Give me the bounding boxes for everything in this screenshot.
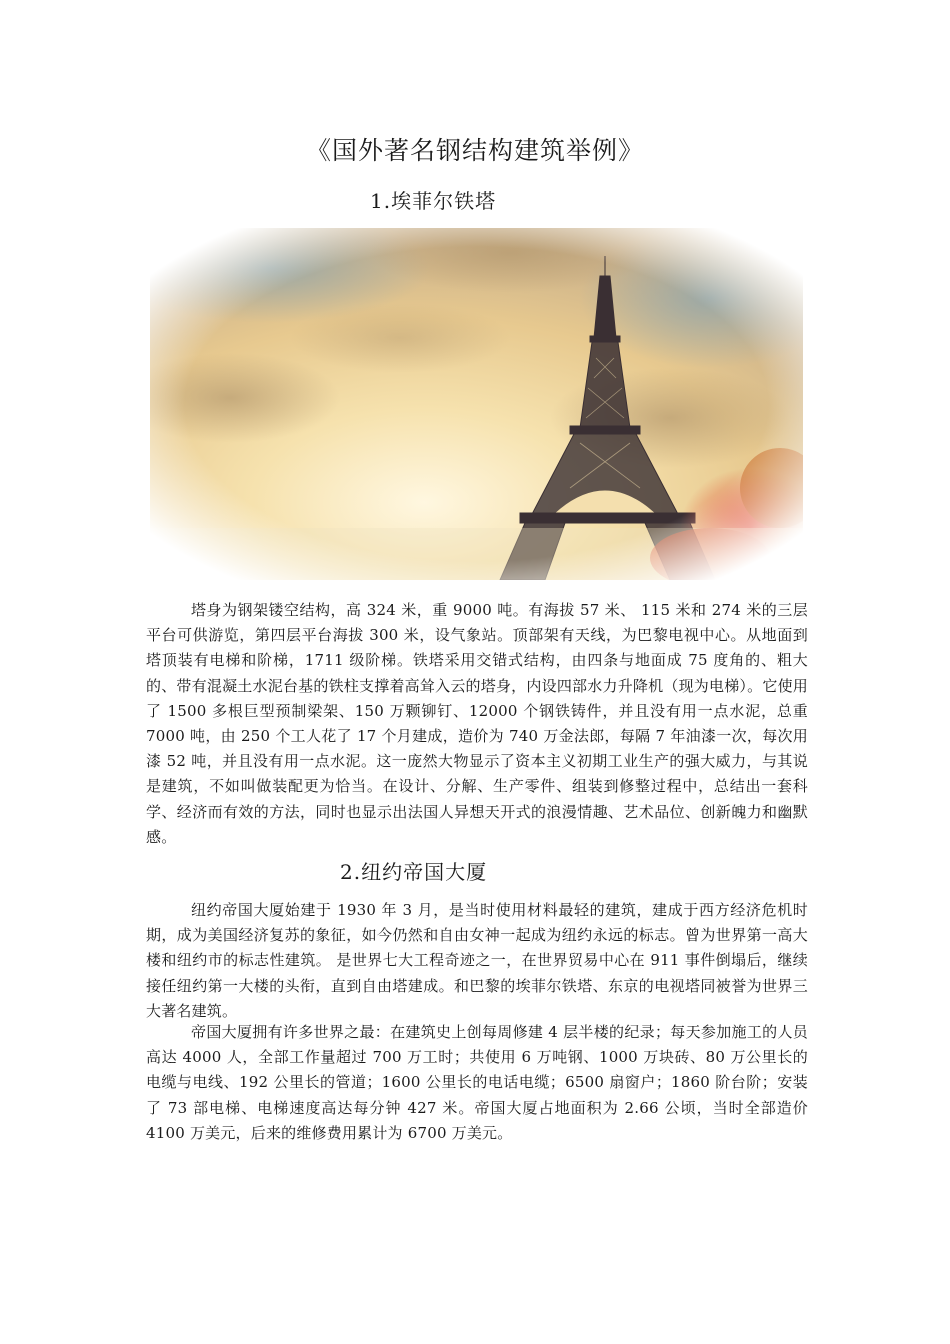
empire-state-paragraph-2: 帝国大厦拥有许多世界之最：在建筑史上创每周修建 4 层半楼的纪录；每天参加施工的人员高达 4000 人，全部工作量超过 700 万工时；共使用 6 万吨钢、1000 万块砖、80 万公里长的电缆与电线、192 公里长的管道；1600 公里长的电话电缆；6500 扇窗户；1860 阶台阶；安装了 73 部电梯、电梯速度高达每分钟 427 米。帝国大厦占地面积为 2.66 公顷，当时全部造价 4100 万美元，后来的维修费用累计为 6700 万美元。 (146, 1023, 808, 1142)
empire-state-paragraph-1: 纽约帝国大厦始建于 1930 年 3 月，是当时使用材料最轻的建筑，建成于西方经济危机时期，成为美国经济复苏的象征，如今仍然和自由女神一起成为纽约永远的标志。曾为世界第一高大楼和纽约市的标志性建筑。 是世界七大工程奇迹之一，在世界贸易中心在 911 事件倒塌后，继续接任纽约第一大楼的头衔，直到自由塔建成。和巴黎的埃菲尔铁塔、东京的电视塔同被誉为世界三大著名建筑。 (146, 901, 808, 1020)
document-title: 《国外著名钢结构建筑举例》 (305, 136, 644, 165)
eiffel-tower-paragraph: 塔身为钢架镂空结构，高 324 米，重 9000 吨。有海拔 57 米、 115 米和 274 米的三层平台可供游览，第四层平台海拔 300 米，设气象站。顶部架有天线，为巴黎电视中心。从地面到塔顶装有电梯和阶梯，1711 级阶梯。铁塔采用交错式结构，由四条与地面成 75 度角的、粗大的、带有混凝土水泥台基的铁柱支撑着高耸入云的塔身，内设四部水力升降机（现为电梯）。它使用了 1500 多根巨型预制梁架、150 万颗铆钉、12000 个钢铁铸件，并且没有用一点水泥，总重 7000 吨，由 250 个工人花了 17 个月建成，造价为 740 万金法郎，每隔 7 年油漆一次，每次用漆 52 吨，并且没有用一点水泥。这一庞然大物显示了资本主义初期工业生产的强大威力，与其说是建筑，不如叫做装配更为恰当。在设计、分解、生产零件、组装到修整过程中，总结出一套科学、经济而有效的方法，同时也显示出法国人异想天开式的浪漫情趣、艺术品位、创新魄力和幽默感。 (146, 601, 808, 846)
section-heading-eiffel-tower: 1.埃菲尔铁塔 (370, 189, 497, 213)
section-heading-empire-state-building: 2.纽约帝国大厦 (340, 860, 488, 884)
eiffel-tower-photo (150, 228, 803, 580)
